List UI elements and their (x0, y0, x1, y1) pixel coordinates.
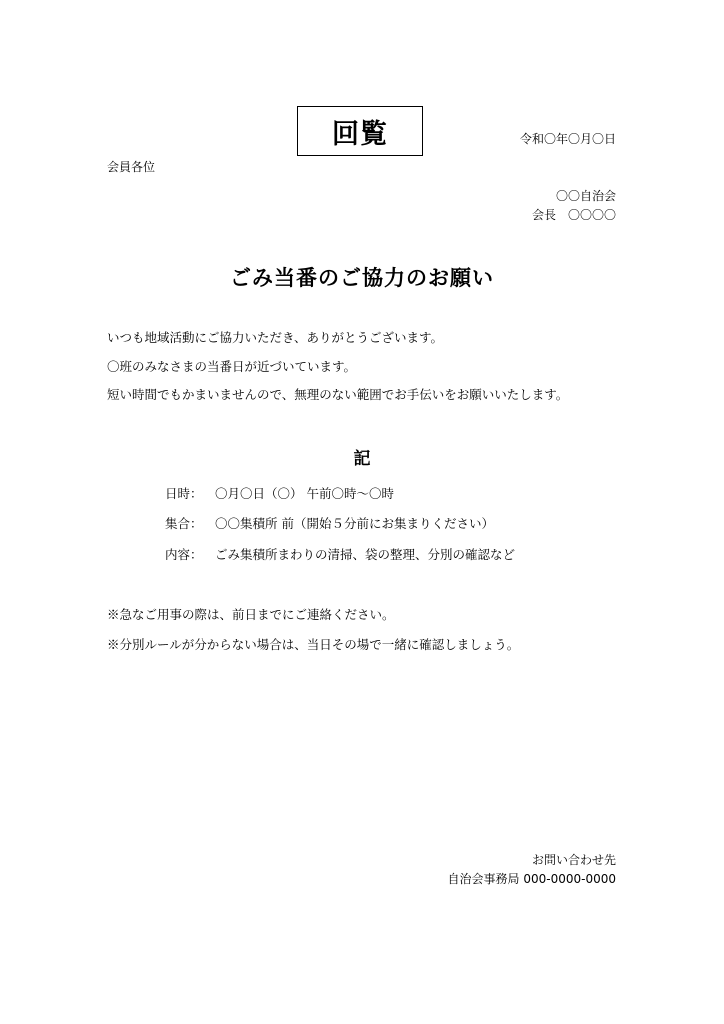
kairan-stamp-box (297, 106, 423, 156)
document-title: ごみ当番のご協力のお願い (230, 266, 494, 290)
addressee: 会員各位 (107, 160, 156, 174)
document-date: 令和〇年〇月〇日 (519, 132, 616, 146)
detail-row-content (165, 545, 515, 563)
detail-value: ごみ集積所まわりの清掃、袋の整理、分別の確認など (215, 547, 516, 562)
note-line: ※急なご用事の際は、前日までにご連絡ください。 (107, 607, 395, 622)
contact-detail: 自治会事務局 000-0000-0000 (447, 872, 616, 886)
body-paragraph: いつも地域活動にご協力いただき、ありがとうございます。 (107, 330, 444, 345)
note-line: ※分別ルールが分からない場合は、当日その場で一緒に確認しましょう。 (107, 637, 520, 652)
detail-row-datetime (165, 484, 394, 502)
detail-label: 集合： (165, 516, 203, 531)
kairan-label: 回覧 (332, 118, 388, 150)
detail-label: 日時： (165, 486, 203, 501)
detail-label: 内容： (165, 547, 203, 562)
detail-row-meeting (165, 514, 494, 532)
body-paragraph: 短い時間でもかまいませんので、無理のない範囲でお手伝いをお願いいたします。 (107, 387, 569, 402)
sender-name: 会長 〇〇〇〇 (531, 208, 616, 222)
contact-label: お問い合わせ先 (531, 853, 616, 867)
detail-value: 〇〇集積所 前（開始５分前にお集まりください） (215, 516, 494, 531)
sender-organization: 〇〇自治会 (555, 189, 616, 203)
detail-value: 〇月〇日（〇） 午前〇時〜〇時 (215, 486, 394, 501)
body-paragraph: 〇班のみなさまの当番日が近づいています。 (107, 359, 357, 374)
ki-heading: 記 (353, 449, 371, 469)
